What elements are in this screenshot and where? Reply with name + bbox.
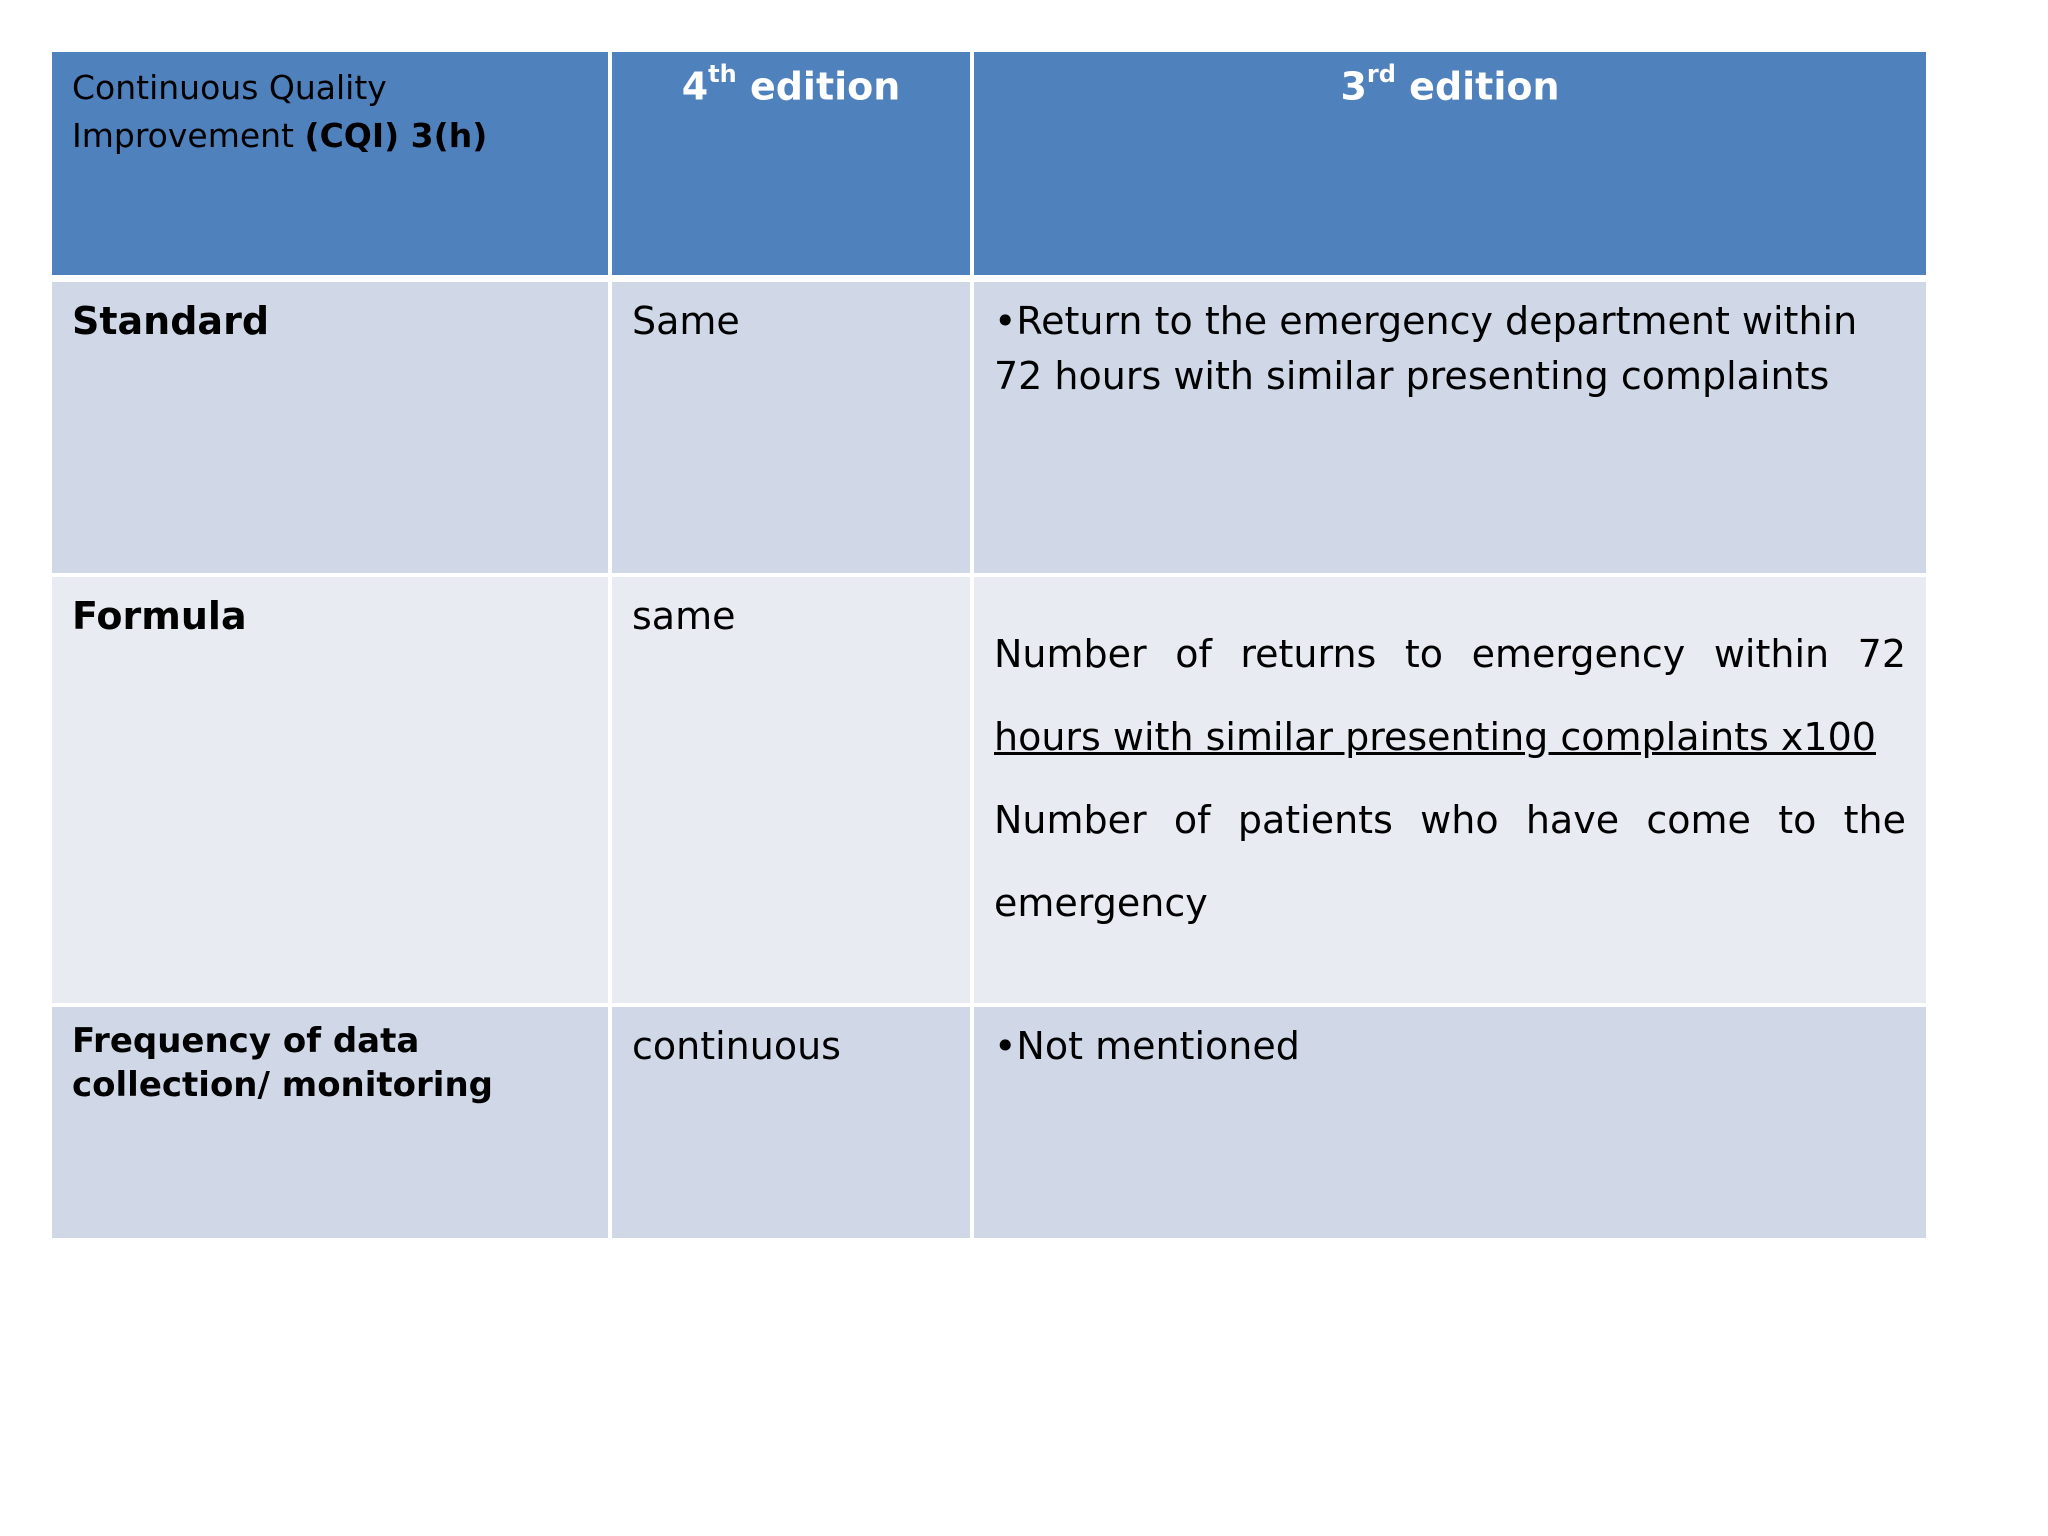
header-title-text: Continuous Quality Improvement (72, 68, 387, 155)
formula-denominator-line1: Number of patients who have come to the (994, 798, 1906, 842)
header-3rd-number: 3 (1340, 64, 1367, 109)
header-4th-edition (612, 52, 974, 282)
header-3rd-edition (974, 52, 1926, 282)
table-header-row (52, 52, 1926, 282)
formula-numerator-line1: Number of returns to emergency within 72 (994, 632, 1906, 676)
formula-3rd-edition (974, 577, 1926, 1007)
header-3rd-label: edition (1395, 64, 1560, 109)
header-4th-number: 4 (681, 64, 709, 109)
formula-expression (994, 613, 1906, 945)
formula-4th-edition: same (612, 577, 974, 1007)
frequency-label: Frequency of data collection/ monitoring (52, 1007, 612, 1242)
standard-label: Standard (52, 282, 612, 577)
formula-denominator-line2: emergency (994, 881, 1208, 925)
header-3rd-superscript: rd (1366, 60, 1396, 88)
table-row-frequency (52, 1007, 1926, 1242)
standard-4th-edition: Same (612, 282, 974, 577)
header-4th-superscript: th (708, 60, 737, 88)
frequency-4th-edition: continuous (612, 1007, 974, 1242)
table-row-standard (52, 282, 1926, 577)
formula-numerator-line2: hours with similar presenting complaints x100 (994, 715, 1876, 759)
formula-label: Formula (52, 577, 612, 1007)
standard-3rd-edition: •Return to the emergency department within 72 hours with similar presenting complaints (974, 282, 1926, 577)
table-row-formula (52, 577, 1926, 1007)
header-title-cell (52, 52, 612, 282)
cqi-comparison-table (52, 52, 1926, 1242)
header-4th-label: edition (736, 64, 901, 109)
frequency-3rd-edition: •Not mentioned (974, 1007, 1926, 1242)
header-title-bold: (CQI) 3(h) (304, 116, 488, 155)
